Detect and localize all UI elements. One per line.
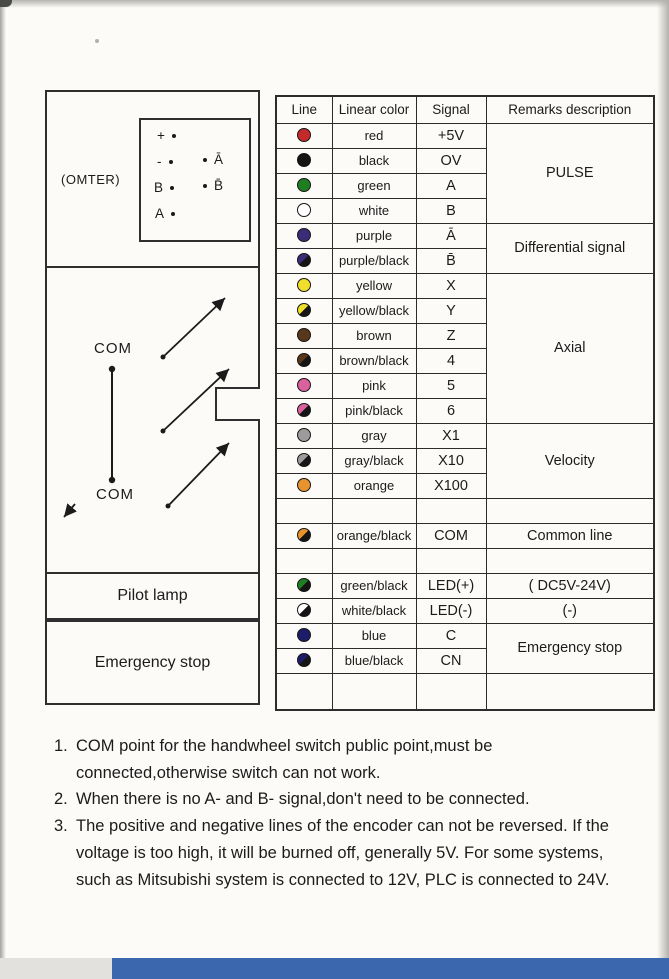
table-row — [276, 423, 654, 448]
scan-edge-right — [657, 0, 669, 979]
remark-gap — [486, 548, 654, 573]
wire-dot — [297, 603, 311, 617]
table-row — [276, 273, 654, 298]
wire-signal: LED(+) — [416, 573, 486, 598]
pin-label: Ā — [214, 152, 224, 167]
wire-color-label: pink — [332, 373, 416, 398]
com-lead-arrow — [64, 504, 75, 517]
scan-corner-mark — [0, 0, 12, 7]
wire-dot — [297, 478, 311, 492]
note-text: COM point for the handwheel switch public point,must be connected,otherwise switch can not work. — [76, 737, 493, 782]
remark-velocity: Velocity — [486, 423, 654, 498]
encoder-connector-box — [45, 90, 260, 268]
wire-color-label: brown — [332, 323, 416, 348]
wire-signal: Y — [416, 298, 486, 323]
scan-artifact — [95, 39, 99, 43]
wire-signal: Ā — [416, 223, 486, 248]
wire-color-label: gray/black — [332, 448, 416, 473]
wire-color-label: green/black — [332, 573, 416, 598]
wire-dot — [297, 153, 311, 167]
wire-dot — [297, 378, 311, 392]
wire-dot — [297, 228, 311, 242]
wire-dot — [297, 128, 311, 142]
wire-signal: Z — [416, 323, 486, 348]
remark-dc-range: ( DC5V-24V) — [486, 573, 654, 598]
remark-gap — [486, 498, 654, 523]
remark-common-line: Common line — [486, 523, 654, 548]
wire-color-label: blue/black — [332, 648, 416, 673]
wire-dot — [297, 578, 311, 592]
handwheel-switch-diagram — [45, 268, 260, 572]
wire-signal: 4 — [416, 348, 486, 373]
pin-b — [154, 180, 174, 195]
pin-box — [139, 118, 251, 242]
com-label-bottom: COM — [96, 486, 134, 503]
table-row-empty — [276, 548, 654, 573]
wire-color-label: blue — [332, 623, 416, 648]
pin-label: - — [157, 154, 162, 169]
pilot-lamp-box — [45, 572, 260, 620]
wire-color-label — [332, 498, 416, 523]
wire-dot — [297, 353, 311, 367]
wire-color-label: gray — [332, 423, 416, 448]
remark-emergency-stop: Emergency stop — [486, 623, 654, 673]
wire-dot — [297, 453, 311, 467]
scan-bottom-blue-strip — [112, 958, 669, 979]
wire-signal: 5 — [416, 373, 486, 398]
note — [54, 813, 642, 893]
wire-signal: B — [416, 198, 486, 223]
wire-color-label: black — [332, 148, 416, 173]
wire-signal: 6 — [416, 398, 486, 423]
notes — [54, 733, 642, 893]
wire-color-label: green — [332, 173, 416, 198]
wire-dot — [297, 528, 311, 542]
wire-color-label: orange — [332, 473, 416, 498]
pin-dot — [169, 160, 173, 164]
wire-dot — [297, 303, 311, 317]
wire-signal: X — [416, 273, 486, 298]
remark-minus: (-) — [486, 598, 654, 623]
col-header-signal: Signal — [416, 96, 486, 123]
wire-color-label: white/black — [332, 598, 416, 623]
pin-dot — [171, 212, 175, 216]
pilot-lamp-label: Pilot lamp — [117, 587, 188, 604]
wire-signal: X100 — [416, 473, 486, 498]
pin-label: + — [157, 128, 165, 143]
wire-signal — [416, 548, 486, 573]
wire-dot — [297, 328, 311, 342]
wire-dot — [297, 653, 311, 667]
pin-a-bar — [203, 152, 223, 167]
emergency-stop-box — [45, 620, 260, 705]
remark-pulse: PULSE — [486, 123, 654, 223]
wire-signal: X10 — [416, 448, 486, 473]
note-number: 2. — [54, 790, 68, 809]
pin-dot — [172, 134, 176, 138]
wire-dot — [297, 203, 311, 217]
right-border-line — [216, 268, 259, 572]
table-row — [276, 573, 654, 598]
wire-dot — [297, 253, 311, 267]
pin-minus — [157, 154, 173, 169]
wire-signal: B̄ — [416, 248, 486, 273]
connector-label: (OMTER) — [61, 172, 121, 187]
wire-signal: X1 — [416, 423, 486, 448]
wiper-arrow-3 — [168, 443, 229, 506]
note-text: When there is no A- and B- signal,don't need to be connected. — [76, 790, 530, 809]
note-text: The positive and negative lines of the encoder can not be reversed. If the voltage is too high, it will be burned off, generally 5V. For some systems, such as Mitsubishi system is connected to 12V, PLC is connected to 24V. — [76, 817, 610, 889]
table-row — [276, 523, 654, 548]
table-row — [276, 223, 654, 248]
note-number: 3. — [54, 817, 68, 836]
emergency-stop-label: Emergency stop — [94, 653, 211, 671]
col-header-remarks: Remarks description — [486, 96, 654, 123]
table-row — [276, 598, 654, 623]
wire-dot — [297, 628, 311, 642]
table-row — [276, 123, 654, 148]
pin-label: B̄ — [214, 178, 224, 193]
wire-color-label: purple — [332, 223, 416, 248]
wire-signal: C — [416, 623, 486, 648]
wire-signal: CN — [416, 648, 486, 673]
pin-dot — [203, 158, 207, 162]
com-contact-bottom — [109, 477, 115, 483]
note-number: 1. — [54, 737, 68, 755]
wire-color-label: white — [332, 198, 416, 223]
note — [54, 733, 642, 786]
pin-dot — [203, 184, 207, 188]
wire-color-label: purple/black — [332, 248, 416, 273]
table-row-empty — [276, 498, 654, 523]
remark-axial: Axial — [486, 273, 654, 423]
pin-plus — [157, 128, 176, 143]
col-header-line: Line — [276, 96, 332, 123]
wire-color-label: yellow/black — [332, 298, 416, 323]
col-header-linear-color: Linear color — [332, 96, 416, 123]
wire-dot — [297, 403, 311, 417]
wiring-table — [275, 95, 655, 711]
com-label-top: COM — [94, 340, 132, 357]
wire-signal: LED(-) — [416, 598, 486, 623]
scan-bottom-left-strip — [0, 958, 112, 979]
table-row — [276, 623, 654, 648]
wire-color-label: yellow — [332, 273, 416, 298]
com-contact-top — [109, 366, 115, 372]
wire-color-label: red — [332, 123, 416, 148]
table-header-row — [276, 96, 654, 123]
wire-color-label: brown/black — [332, 348, 416, 373]
wiper-arrow-2 — [163, 369, 229, 431]
pin-label: A — [155, 206, 165, 221]
remark-differential: Differential signal — [486, 223, 654, 273]
wire-signal — [416, 498, 486, 523]
wire-dot — [297, 178, 311, 192]
wire-dot — [297, 278, 311, 292]
wire-signal: A — [416, 173, 486, 198]
wire-dot — [297, 428, 311, 442]
wire-color-label: orange/black — [332, 523, 416, 548]
pin-a — [155, 206, 175, 221]
scan-edge-left — [0, 0, 6, 979]
pin-label: B — [154, 180, 164, 195]
scan-edge-top — [0, 0, 669, 8]
wiper-arrow-1 — [163, 298, 225, 357]
pin-dot — [170, 186, 174, 190]
wire-signal: +5V — [416, 123, 486, 148]
wire-signal: OV — [416, 148, 486, 173]
note — [54, 786, 642, 813]
table-row-empty — [276, 673, 654, 710]
wire-color-label — [332, 548, 416, 573]
wire-color-label: pink/black — [332, 398, 416, 423]
pin-b-bar — [203, 178, 223, 193]
wire-signal: COM — [416, 523, 486, 548]
